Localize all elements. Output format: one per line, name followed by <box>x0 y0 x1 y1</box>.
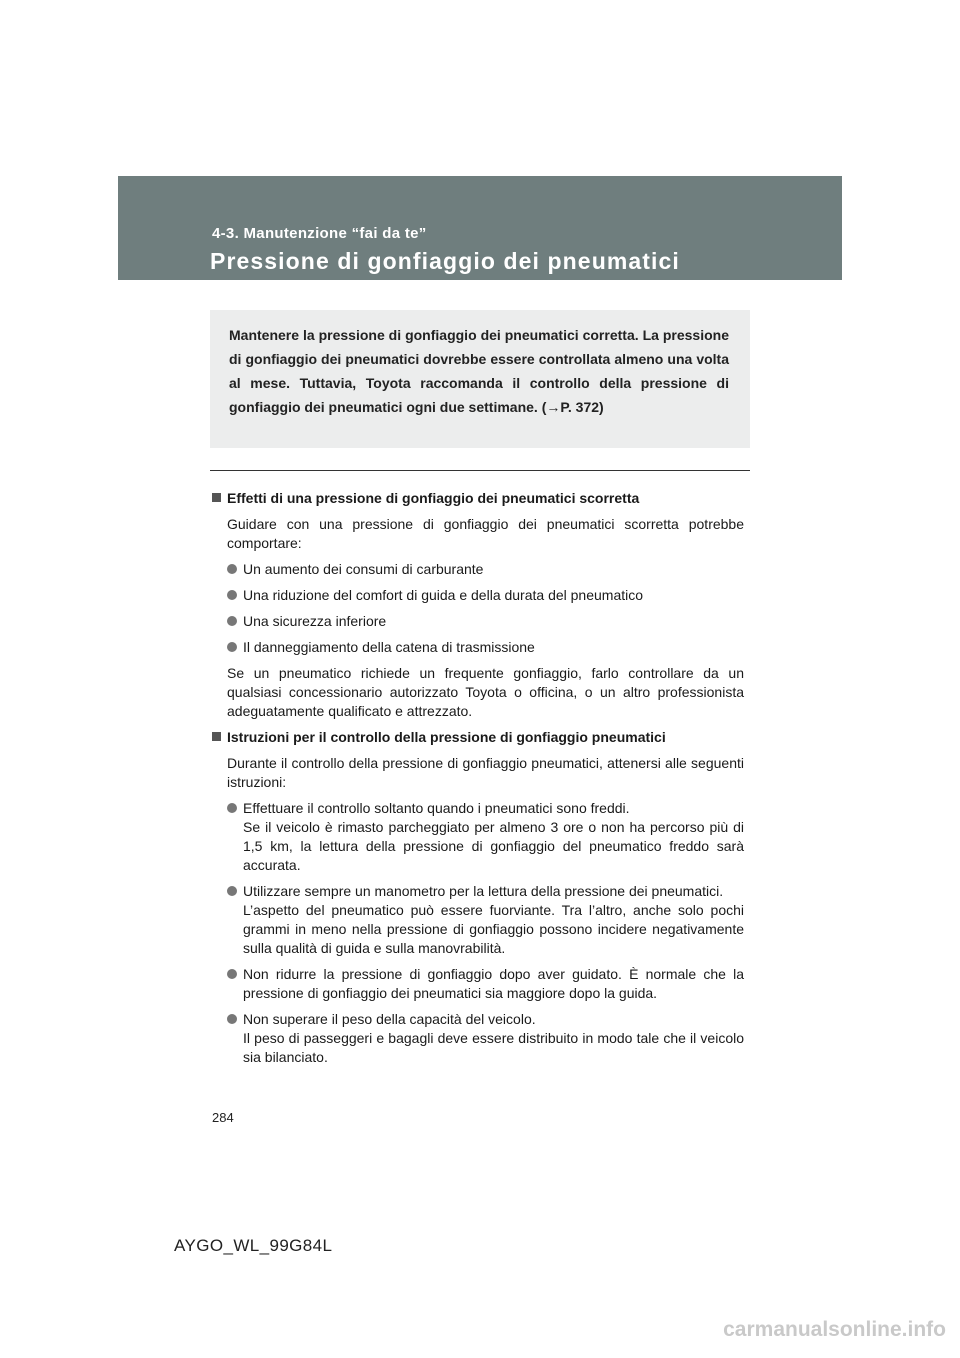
page-number: 284 <box>212 1110 234 1125</box>
circle-bullet-icon <box>227 564 237 574</box>
section-heading-text: Effetti di una pressione di gonfiaggio dei pneumatici scorretta <box>227 490 640 506</box>
watermark[interactable]: carmanualsonline.info <box>723 1318 946 1341</box>
section-label: 4-3. Manutenzione “fai da te” <box>212 225 427 242</box>
intro-text: Mantenere la pressione di gonfiaggio dei pneumatici corretta. La pressione di gonfiaggio dei pneumatici dovrebbe essere controllata almeno una volta al mese. Tuttavia, Toyota raccomanda il controllo della pressione di gonfiaggio dei pneumatici ogni due settimane. (→P. 372) <box>229 327 729 415</box>
square-bullet-icon <box>212 732 221 741</box>
list-item <box>227 965 744 1003</box>
section-para: Durante il controllo della pressione di gonfiaggio pneumatici, attenersi alle seguenti istruzioni: <box>227 755 744 790</box>
section-heading-text: Istruzioni per il controllo della pressione di gonfiaggio pneumatici <box>227 729 666 745</box>
section-closing: Se un pneumatico richiede un frequente gonfiaggio, farlo controllare da un qualsiasi concessionario autorizzato Toyota o officina, o un altro professionista adeguatamente qualificato e attrezzato. <box>227 665 744 719</box>
list-item-text: Effettuare il controllo soltanto quando i pneumatici sono freddi. Se il veicolo è rimasto parcheggiato per almeno 3 ore o non ha percorso più di 1,5 km, la lettura della pressione di gonfiaggio del pneumatico freddo sarà accurata. <box>243 800 744 873</box>
circle-bullet-icon <box>227 969 237 979</box>
circle-bullet-icon <box>227 1014 237 1024</box>
list-item <box>227 1010 744 1067</box>
list-item <box>227 882 744 958</box>
divider <box>210 470 750 471</box>
circle-bullet-icon <box>227 642 237 652</box>
section-para: Guidare con una pressione di gonfiaggio dei pneumatici scorretta potrebbe comportare: <box>227 516 744 551</box>
list-item-text: Non ridurre la pressione di gonfiaggio dopo aver guidato. È normale che la pressione di gonfiaggio dei pneumatici sia maggiore dopo la guida. <box>243 966 744 1001</box>
square-bullet-icon <box>212 493 221 502</box>
intro-box <box>210 310 750 448</box>
list-item-text: Utilizzare sempre un manometro per la lettura della pressione dei pneumatici. L’aspetto del pneumatico può essere fuorviante. Tra l’altro, anche solo pochi grammi in meno nella pressione di gonfiaggio possono incidere negativamente sulla qualità di guida e sulla manovrabilità. <box>243 883 744 956</box>
page-title: Pressione di gonfiaggio dei pneumatici <box>210 248 680 274</box>
list-item <box>227 799 744 875</box>
list-item-text: Un aumento dei consumi di carburante <box>243 561 484 577</box>
list-item-text: Una sicurezza inferiore <box>243 613 387 629</box>
list-item-text: Una riduzione del comfort di guida e della durata del pneumatico <box>243 587 644 603</box>
content <box>212 489 744 1074</box>
section-heading <box>212 489 744 508</box>
list-item <box>227 586 744 605</box>
footer-code: AYGO_WL_99G84L <box>174 1236 333 1255</box>
section-heading <box>212 728 744 747</box>
circle-bullet-icon <box>227 616 237 626</box>
list-item-text: Il danneggiamento della catena di trasmissione <box>243 639 535 655</box>
list-item <box>227 612 744 631</box>
circle-bullet-icon <box>227 886 237 896</box>
circle-bullet-icon <box>227 803 237 813</box>
list-item-text: Non superare il peso della capacità del veicolo. Il peso di passeggeri e bagagli deve essere distribuito in modo tale che il veicolo sia bilanciato. <box>243 1011 744 1065</box>
list-item <box>227 560 744 579</box>
circle-bullet-icon <box>227 590 237 600</box>
list-item <box>227 638 744 657</box>
